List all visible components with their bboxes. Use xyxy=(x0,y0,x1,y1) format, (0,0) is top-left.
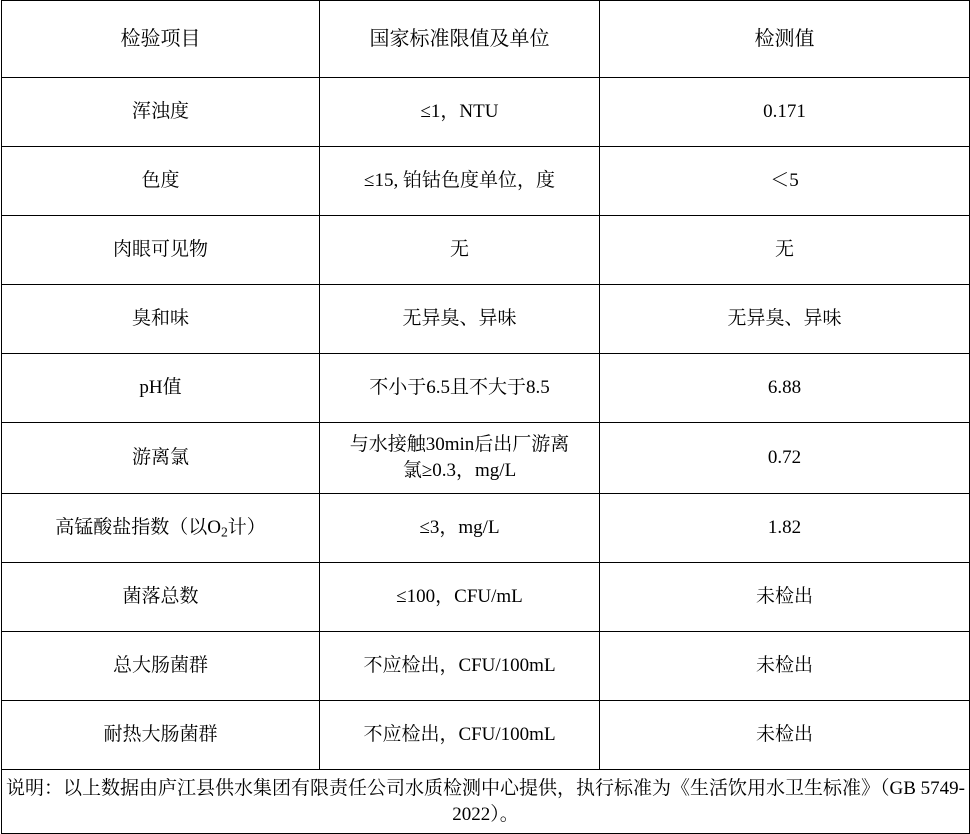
cell-limit: 不应检出，CFU/100mL xyxy=(320,701,600,770)
table-header-row xyxy=(2,1,970,78)
cell-limit: 无异臭、异味 xyxy=(320,285,600,354)
cell-value: 0.72 xyxy=(600,423,970,494)
cell-item: 耐热大肠菌群 xyxy=(2,701,320,770)
table-row xyxy=(2,563,970,632)
cell-item: pH值 xyxy=(2,354,320,423)
table-row xyxy=(2,147,970,216)
cell-value: 0.171 xyxy=(600,78,970,147)
column-header-item: 检验项目 xyxy=(2,1,320,78)
cell-item xyxy=(2,494,320,563)
table-row xyxy=(2,701,970,770)
cell-value: ＜5 xyxy=(600,147,970,216)
cell-item: 菌落总数 xyxy=(2,563,320,632)
water-quality-table xyxy=(1,0,970,834)
cell-limit xyxy=(320,423,600,494)
cell-value: 无 xyxy=(600,216,970,285)
table-row xyxy=(2,354,970,423)
cell-limit-line2: 氯≥0.3，mg/L xyxy=(402,460,517,481)
cell-value: 1.82 xyxy=(600,494,970,563)
cell-value: 未检出 xyxy=(600,632,970,701)
table-row xyxy=(2,494,970,563)
cell-value: 6.88 xyxy=(600,354,970,423)
column-header-value: 检测值 xyxy=(600,1,970,78)
table-row xyxy=(2,285,970,354)
cell-limit: ≤1，NTU xyxy=(320,78,600,147)
table-row xyxy=(2,216,970,285)
cell-item: 肉眼可见物 xyxy=(2,216,320,285)
cell-value: 未检出 xyxy=(600,563,970,632)
cell-limit: ≤3，mg/L xyxy=(320,494,600,563)
cell-limit: ≤15, 铂钴色度单位，度 xyxy=(320,147,600,216)
cell-item-suffix: 计） xyxy=(227,516,266,538)
cell-value: 未检出 xyxy=(600,701,970,770)
cell-item: 游离氯 xyxy=(2,423,320,494)
cell-item: 浑浊度 xyxy=(2,78,320,147)
cell-limit: 不小于6.5且不大于8.5 xyxy=(320,354,600,423)
table-note-row xyxy=(2,770,970,834)
table-row xyxy=(2,632,970,701)
cell-limit: 无 xyxy=(320,216,600,285)
cell-limit: 不应检出，CFU/100mL xyxy=(320,632,600,701)
cell-item-prefix: 高锰酸盐指数（以 xyxy=(55,516,208,538)
column-header-limit: 国家标准限值及单位 xyxy=(320,1,600,78)
cell-item-element: O xyxy=(207,516,221,538)
table-note: 说明：以上数据由庐江县供水集团有限责任公司水质检测中心提供，执行标准为《生活饮用水卫生标准》（GB 5749-2022）。 xyxy=(2,770,970,834)
cell-limit: ≤100，CFU/mL xyxy=(320,563,600,632)
cell-item: 总大肠菌群 xyxy=(2,632,320,701)
cell-item: 臭和味 xyxy=(2,285,320,354)
cell-item-subscript: 2 xyxy=(220,523,228,539)
table-row xyxy=(2,423,970,494)
cell-value: 无异臭、异味 xyxy=(600,285,970,354)
cell-item: 色度 xyxy=(2,147,320,216)
table-row xyxy=(2,78,970,147)
cell-limit-line1: 与水接触30min后出厂游离 xyxy=(349,434,570,456)
